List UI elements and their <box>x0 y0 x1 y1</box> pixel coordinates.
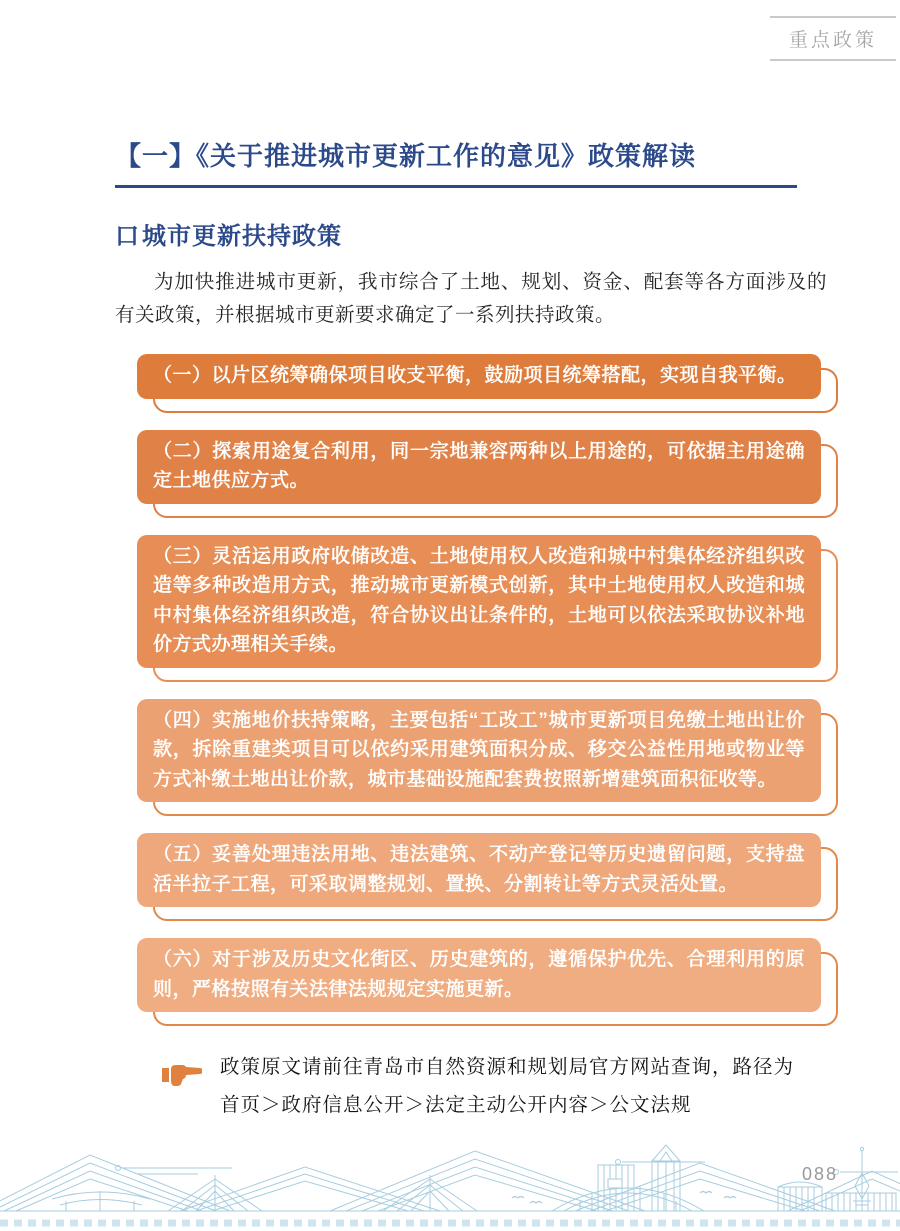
square-bullet-icon: 口 <box>115 223 140 250</box>
city-skyline-illustration <box>0 1141 900 1231</box>
policy-card <box>137 430 821 504</box>
buildings-right <box>778 1182 896 1211</box>
page-number: 088 <box>801 1164 838 1184</box>
policy-card <box>137 535 821 668</box>
policy-card <box>137 833 821 907</box>
policy-text: （五）妥善处理违法用地、违法建筑、不动产登记等历史遗留问题，支持盘活半拉子工程，可采取调整规划、置换、分割转让等方式灵活处置。 <box>137 833 821 907</box>
policy-text: （一）以片区统筹确保项目收支平衡，鼓励项目统筹搭配，实现自我平衡。 <box>137 354 821 399</box>
policy-text: （四）实施地价扶持策略，主要包括“工改工”城市更新项目免缴土地出让价款，拆除重建类项目可以依约采用建筑面积分成、移交公益性用地或物业等方式补缴土地出让价款，城市基础设施配套费按照新增建筑面积征收等。 <box>137 699 821 803</box>
corner-tag <box>770 16 896 61</box>
policy-card <box>137 699 821 803</box>
policy-card <box>137 938 821 1012</box>
policy-card <box>137 354 821 399</box>
note-line-2: 首页＞政府信息公开＞法定主动公开内容＞公文法规 <box>220 1093 692 1116</box>
page-title: 【一】《关于推进城市更新工作的意见》政策解读 <box>115 136 797 188</box>
section-heading-label: 城市更新扶持政策 <box>142 223 342 250</box>
intro-paragraph: 为加快推进城市更新，我市综合了土地、规划、资金、配套等各方面涉及的有关政策，并根据城市更新要求确定了一系列扶持政策。 <box>115 271 827 326</box>
policy-text: （三）灵活运用政府收储改造、土地使用权人改造和城中村集体经济组织改造等多种改造用方式，推动城市更新模式创新，其中土地使用权人改造和城中村集体经济组织改造，符合协议出让条件的，土地可以依法采取协议补地价方式办理相关手续。 <box>137 535 821 668</box>
policy-text: （六）对于涉及历史文化街区、历史建筑的，遵循保护优先、合理利用的原则，严格按照有关法律法规规定实施更新。 <box>137 938 821 1012</box>
section-heading <box>115 216 342 251</box>
policy-text: （二）探索用途复合利用，同一宗地兼容两种以上用途的，可依据主用途确定土地供应方式。 <box>137 430 821 504</box>
cable-bridges <box>168 1175 477 1211</box>
buildings-center <box>598 1145 680 1211</box>
policy-list <box>137 354 821 1043</box>
pointing-hand-icon <box>160 1060 202 1093</box>
mountains <box>0 1151 900 1211</box>
source-note <box>160 1048 820 1124</box>
corner-tag-label: 重点政策 <box>788 30 877 51</box>
note-line-1: 政策原文请前往青岛市自然资源和规划局官方网站查询，路径为 <box>220 1055 795 1078</box>
